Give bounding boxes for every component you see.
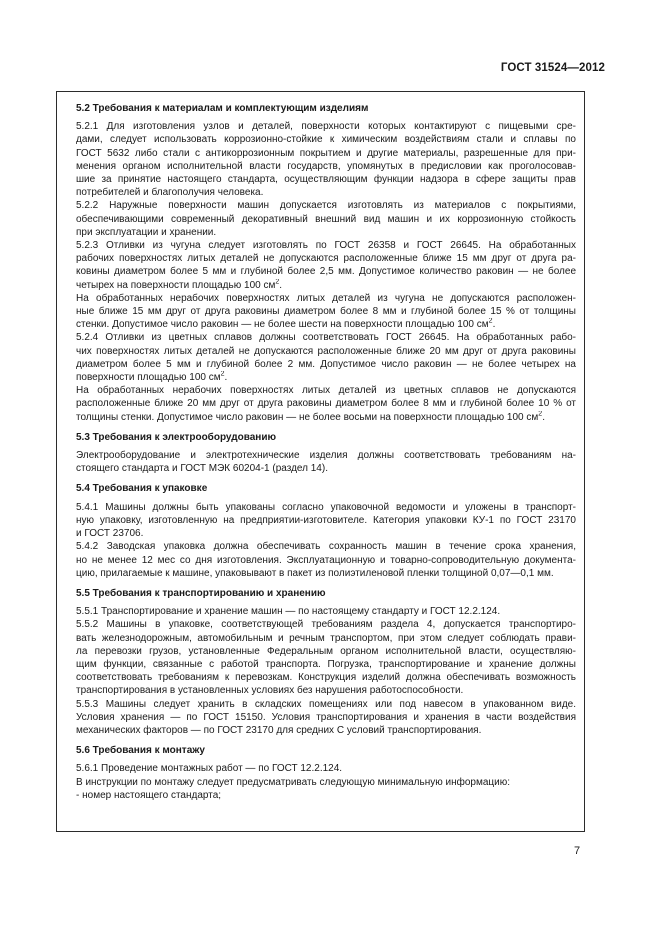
text-line: толщины стенки. Допустимое число раковин — не более восьми на поверхности площадью 100 $см^2$. [76, 410, 545, 423]
text-line: расположенные ближе 20 мм друг от друга раковины диаметром более 8 мм и глубиной более 10 % от [76, 398, 576, 410]
text-line: ные ближе 15 мм друг от друга раковины диаметром более 8 мм и глубиной более 15 % от толщины [76, 306, 576, 318]
text-line: - номер настоящего стандарта; [76, 789, 222, 801]
text-line: 5.4.1 Машины должны быть упакованы согласно упаковочной ведомости и уложены в транспорт- [76, 501, 576, 513]
text-line: ную упаковку, изготовленную на предприятии-изготовителе. Категория упаковки КУ-1 по ГОСТ 23170 [76, 514, 576, 526]
text-line: На обработанных нерабочих поверхностях литых деталей из цветных сплавов не допускаются [76, 385, 576, 397]
section-heading: 5.3 Требования к электрооборудованию [76, 431, 277, 443]
section [76, 482, 576, 579]
text-line: потребителей и благополучия человека. [76, 187, 264, 199]
text-line: На обработанных нерабочих поверхностях литых деталей из чугуна не допускаются расположен- [76, 292, 576, 304]
text-line: ковины диаметром более 5 мм и глубиной более 2,5 мм. Допустимое количество раковин — не более [76, 266, 576, 278]
text-line: 5.2.4 Отливки из цветных сплавов должны соответствовать ГОСТ 26645. На обработанных рабо- [76, 332, 576, 344]
section-heading: 5.2 Требования к материалам и комплектующим изделиям [76, 103, 369, 114]
section-heading: 5.5 Требования к транспортированию и хранению [76, 587, 326, 599]
text-line: цию, прилагаемые к машине, упаковывают в пакет из полиэтиленовой пленки толщиной 0,07—0,1 мм. [76, 567, 554, 579]
text-line: 5.5.1 Транспортирование и хранение машин — по настоящему стандарту и ГОСТ 12.2.124. [76, 606, 501, 618]
text-line: соответствовать требованиям к перевозкам. Конструкция изделий должна обеспечивать возможность [76, 672, 576, 684]
text-line: 5.4.2 Заводская упаковка должна обеспечивать сохранность машин в течение срока хранения, [76, 541, 576, 553]
text-line: 5.5.2 Машины в упаковке, соответствующей требованиям раздела 4, допускается транспортиро- [76, 619, 576, 631]
text-line: менения органом исполнительной власти государств, упомянутых в предисловии как проголосовав- [76, 160, 576, 172]
section [76, 587, 576, 737]
text-line: Условия хранения — по ГОСТ 15150. Условия транспортирования и хранения в части воздействия [76, 711, 576, 723]
text-line: стоящего стандарта и ГОСТ МЭК 60204-1 (раздел 14). [76, 463, 328, 475]
text-line: шие за принятие настоящего стандарта, осуществляющим функции надзора в сфере защиты прав [76, 174, 576, 186]
text-line: В инструкции по монтажу следует предусматривать следующую минимальную информацию: [76, 776, 511, 788]
section-heading: 5.6 Требования к монтажу [76, 745, 205, 757]
section-heading: 5.4 Требования к упаковке [76, 483, 208, 495]
page-number: 7 [574, 845, 581, 857]
document-body [76, 102, 576, 809]
text-line: поверхности площадью 100 $см^2$. [76, 371, 228, 384]
text-line: вать железнодорожным, автомобильным и речным транспортом, при этом следует соблюдать прави- [76, 632, 576, 644]
text-line: дами, следует использовать коррозионно-стойкие к химическим воздействиям стали и сплавы по [76, 134, 576, 146]
text-line: четырех на поверхности площадью 100 $см^2$. [76, 278, 283, 291]
document-header-standard: ГОСТ 31524—2012 [500, 62, 605, 74]
text-line: 5.2.2 Наружные поверхности машин допускается изготовлять из материалов с покрытиями, [76, 200, 576, 212]
text-line: механических факторов — по ГОСТ 23170 для средних С условий транспортирования. [76, 724, 482, 736]
text-line: ла перевозки грузов, установленные Федеральным органом исполнительной власти, осуществляю- [76, 645, 576, 657]
section [76, 744, 576, 802]
text-line: 5.6.1 Проведение монтажных работ — по ГОСТ 12.2.124. [76, 763, 343, 775]
text-line: но не менее 12 мес со дня изготовления. Эксплуатационную и товарно-сопроводительную документа- [76, 554, 576, 566]
text-line: 5.2.1 Для изготовления узлов и деталей, поверхности которых контактируют с пищевыми сре- [76, 121, 576, 133]
text-line: 5.2.3 Отливки из чугуна следует изготовлять по ГОСТ 26358 и ГОСТ 26645. На обработанных [76, 240, 576, 252]
text-line: и ГОСТ 23706. [76, 528, 144, 540]
text-line: обеспечивающими современный декоративный внешний вид машин и их коррозионную стойкость [76, 213, 576, 225]
text-line: диаметром более 5 мм и глубиной более 2 мм. Допустимое число раковин — не более четырех на [76, 358, 576, 370]
text-line: стенки. Допустимое число раковин — не более шести на поверхности площадью 100 $см^2$. [76, 318, 496, 331]
text-line: транспортирования в установленных условиях без нарушения работоспособности. [76, 685, 464, 697]
text-line: Электрооборудование и электротехнические изделия должны соответствовать требованиям на- [76, 450, 576, 462]
text-line: 5.5.3 Машины следует хранить в складских помещениях или под навесом в упакованном виде. [76, 698, 576, 710]
section [76, 102, 576, 424]
text-line: ГОСТ 5632 либо стали с антикоррозионным покрытием и другие материалы, разрешенные для при- [76, 147, 576, 159]
section [76, 431, 576, 476]
text-line: чих поверхностях литых деталей не допускаются расположенные ближе 20 мм друг от друга раковины [76, 345, 576, 357]
text-line: рабочих поверхностях литых деталей не допускаются расположенные ближе 15 мм друг от друга ра- [76, 253, 576, 265]
text-line: при эксплуатации и хранении. [76, 226, 217, 238]
text-line: щим функции, связанные с работой транспорта. Погрузка, транспортирование и хранение должны [76, 658, 576, 670]
